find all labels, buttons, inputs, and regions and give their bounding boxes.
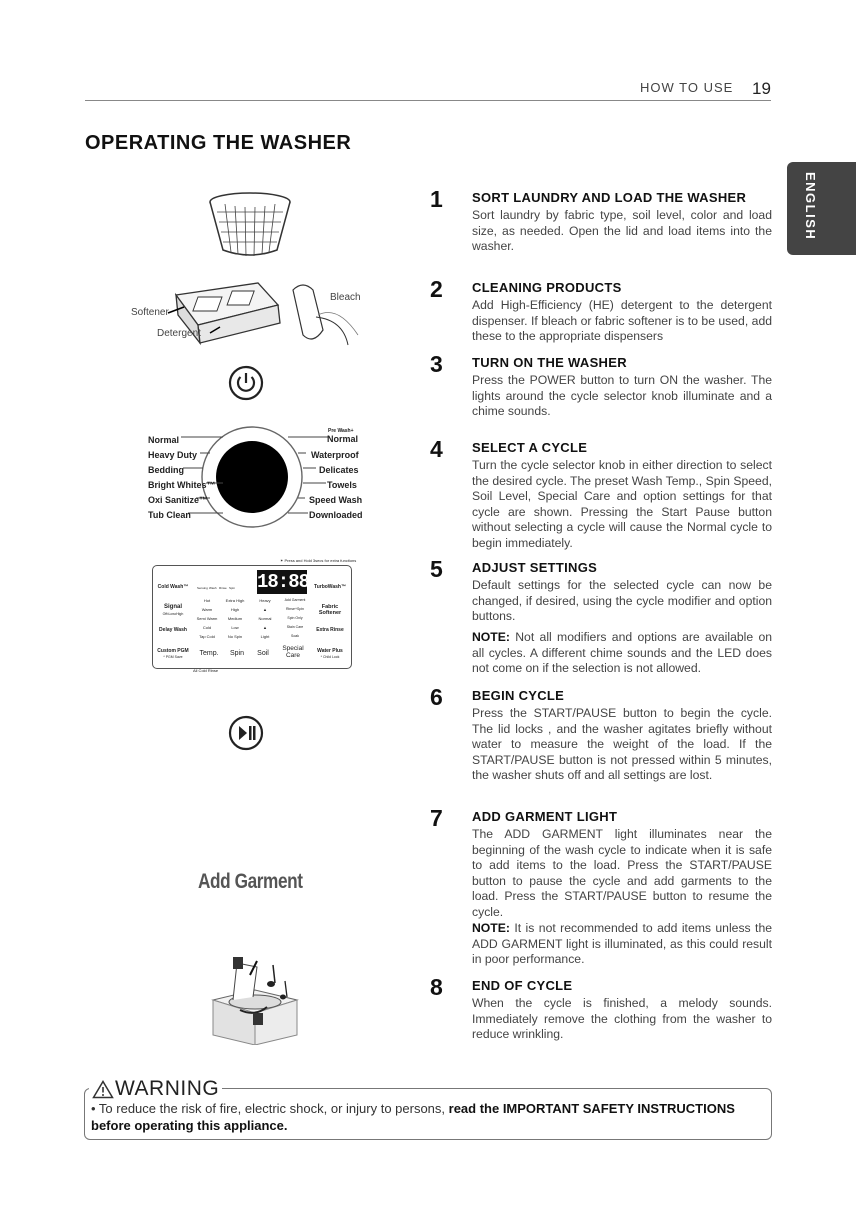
step-2-title: CLEANING PRODUCTS <box>472 280 622 295</box>
warning-text-bold: read the IMPORTANT SAFETY INSTRUCTIONS before operating this appliance. <box>91 1101 735 1133</box>
knob-cycle-right-2: Waterproof <box>311 450 359 460</box>
step-5-note <box>472 630 772 677</box>
knob-cycle-left-6: Tub Clean <box>148 510 191 520</box>
knob-cycle-right-3: Delicates <box>319 465 359 475</box>
detergent-label: Detergent <box>157 328 201 339</box>
panel-right-button-3: Extra Rinse <box>316 627 344 633</box>
bleach-label: Bleach <box>330 292 361 303</box>
step-5-note-text: Not all modifiers and options are available on all cycles. A different chime sounds and the LED does not come on if the selection is not allowed. <box>472 630 772 675</box>
page-title: OPERATING THE WASHER <box>85 132 352 154</box>
panel-soil-level-1: Heavy <box>259 598 271 603</box>
knob-cycle-left-3: Bedding <box>148 465 184 475</box>
panel-bottom-button-4: Special Care <box>282 645 304 659</box>
step-5-number: 5 <box>430 556 443 582</box>
knob-prewash-label: Pre Wash+ <box>328 428 354 434</box>
panel-spin-level-2: High <box>230 607 240 612</box>
control-panel-illustration <box>152 565 352 669</box>
step-8-body: When the cycle is finished, a melody sounds. Immediately remove the clothing from the washer to reduce wrinkling. <box>472 996 772 1041</box>
step-2-body: Add High-Efficiency (HE) detergent to the detergent dispenser. If bleach or fabric softener is to be used, add these to the appropriate dispensers <box>472 298 772 343</box>
panel-left-sub-2: Off•Low•High <box>162 612 184 616</box>
panel-right-button-4: Water Plus <box>317 648 343 654</box>
step-7-note-text: It is not recommended to add items unless the ADD GARMENT light is illuminated, as this could result in poor performance. <box>472 921 773 966</box>
step-1-body: Sort laundry by fabric type, soil level, color and load size, as needed. Open the lid and load items into the washer. <box>472 208 772 253</box>
step-4-number: 4 <box>430 436 443 462</box>
step-8-title: END OF CYCLE <box>472 978 573 993</box>
panel-soil-level-3: Normal <box>258 616 272 621</box>
panel-bottom-button-2: Spin <box>229 650 244 657</box>
knob-cycle-right-4: Towels <box>327 480 357 490</box>
panel-spin-level-5: No Spin <box>227 634 243 639</box>
step-4-title: SELECT A CYCLE <box>472 440 588 455</box>
header-section: HOW TO USE <box>640 80 734 95</box>
panel-temp-level-3: Semi Warm <box>196 616 218 621</box>
step-6-body: Press the START/PAUSE button to begin the cycle. The lid locks , and the washer agitates briefly without water to measure the weight of the load. If the START/PAUSE button is not pressed within 5 minutes, the washer shuts off and all settings are lost. <box>472 706 772 782</box>
step-8-number: 8 <box>430 974 443 1000</box>
panel-temp-level-5: Tap Cold <box>199 634 215 639</box>
warning-triangle-icon <box>92 1080 114 1099</box>
panel-col-icon-3: Rinse <box>219 586 227 590</box>
step-7-body: The ADD GARMENT light illuminates near the beginning of the wash cycle to indicate when it is safe to add items to the load. Press the START/PAUSE button to pause the cycle and add garments to the load. Press the START/PAUSE button to resume the cycle. <box>472 827 772 919</box>
panel-col-icon-1: Sensing <box>197 586 208 590</box>
page-number: 19 <box>752 79 771 98</box>
warning-title <box>89 1077 222 1101</box>
knob-cycle-left-1: Normal <box>148 435 180 445</box>
knob-cycle-right-1: Normal <box>327 434 359 444</box>
step-3-number: 3 <box>430 351 443 377</box>
step-2-number: 2 <box>430 276 443 302</box>
step-5-note-label: NOTE: <box>472 630 510 644</box>
panel-top-note: ✶ Press and Hold 3secs for extra functions <box>280 558 357 563</box>
panel-right-button-2: Fabric Softener <box>318 604 342 616</box>
knob-cycle-left-4: Bright Whites™ <box>148 480 216 490</box>
step-7-note-label: NOTE: <box>472 921 510 935</box>
step-7-number: 7 <box>430 805 443 831</box>
panel-left-button-3: Delay Wash <box>159 627 187 633</box>
panel-left-button-1: Cold Wash™ <box>157 584 189 590</box>
panel-right-button-1: TurboWash™ <box>314 584 346 590</box>
panel-left-sub-4: * PGM Save <box>163 655 183 659</box>
step-6-title: BEGIN CYCLE <box>472 688 565 703</box>
panel-soil-level-5: Light <box>260 634 270 639</box>
step-3-title: TURN ON THE WASHER <box>472 355 627 370</box>
step-7-note <box>472 921 772 968</box>
step-6-number: 6 <box>430 684 443 710</box>
panel-temp-level-1: Hot <box>203 598 211 603</box>
warning-text <box>91 1100 761 1134</box>
warning-text-prefix: • To reduce the risk of fire, electric shock, or injury to persons, <box>91 1101 446 1116</box>
panel-care-level-4: Stain Care <box>286 625 304 629</box>
panel-temp-level-4: Cold <box>202 625 212 630</box>
language-tab-label: ENGLISH <box>803 172 818 241</box>
panel-spin-level-1: Extra High <box>225 598 245 603</box>
panel-temp-level-2: Warm <box>201 607 213 612</box>
laundry-basket-illustration <box>205 190 295 260</box>
step-3-body: Press the POWER button to turn ON the washer. The lights around the cycle selector knob illuminate and a chime sounds. <box>472 373 772 418</box>
panel-col-icon-2: Wash <box>209 586 217 590</box>
step-1-title: SORT LAUNDRY AND LOAD THE WASHER <box>472 190 747 205</box>
knob-cycle-right-5: Speed Wash <box>309 495 363 505</box>
step-7-title: ADD GARMENT LIGHT <box>472 809 618 824</box>
add-garment-label: Add Garment <box>198 870 303 893</box>
panel-spin-level-3: Medium <box>227 616 243 621</box>
panel-care-level-5: Soak <box>291 634 299 638</box>
step-4-body: Turn the cycle selector knob in either direction to select the desired cycle. The preset Wash Temp., Spin Speed, Soil Level, Special Care and option settings for that cycle are shown. Pressing the Start Pause button without selecting a cycle will cause the Normal cycle to begin immediately. <box>472 458 772 550</box>
step-1-number: 1 <box>430 186 443 212</box>
power-icon <box>228 365 264 401</box>
header-divider <box>85 100 771 101</box>
language-tab <box>787 162 856 255</box>
panel-care-level-2: Rinse+Spin <box>286 607 304 611</box>
washer-top-illustration <box>205 955 305 1045</box>
knob-cycle-left-5: Oxi Sanitize™ <box>148 495 209 505</box>
warning-title-text: WARNING <box>115 1077 220 1100</box>
panel-display: 18:88 <box>257 571 310 593</box>
panel-soil-level-4: ▲ <box>263 625 267 630</box>
step-5-title: ADJUST SETTINGS <box>472 560 598 575</box>
panel-care-level-1: Add Garment <box>284 598 306 602</box>
step-5-body: Default settings for the selected cycle can now be changed, if desired, using the cycle modifier and option buttons. <box>472 578 772 623</box>
panel-bottom-button-1: Temp. <box>199 650 219 657</box>
knob-cycle-left-2: Heavy Duty <box>148 450 198 460</box>
panel-soil-level-2: ▲ <box>263 607 267 612</box>
panel-bottom-button-3: Soil <box>257 650 269 657</box>
softener-label: Softener <box>131 307 169 318</box>
knob-cycle-right-6: Downloaded <box>309 510 363 520</box>
warning-box <box>84 1077 772 1140</box>
panel-col-icon-4: Spin <box>229 586 236 590</box>
start-pause-icon <box>228 715 264 751</box>
panel-right-sub-4: * Child Lock <box>320 655 340 659</box>
panel-left-button-4: Custom PGM <box>157 648 189 654</box>
panel-spin-level-4: Low <box>231 625 239 630</box>
panel-footnote: All Cold Rinse <box>193 668 219 673</box>
panel-left-button-2: Signal <box>163 604 182 610</box>
panel-care-level-3: Spin Only <box>287 616 303 620</box>
